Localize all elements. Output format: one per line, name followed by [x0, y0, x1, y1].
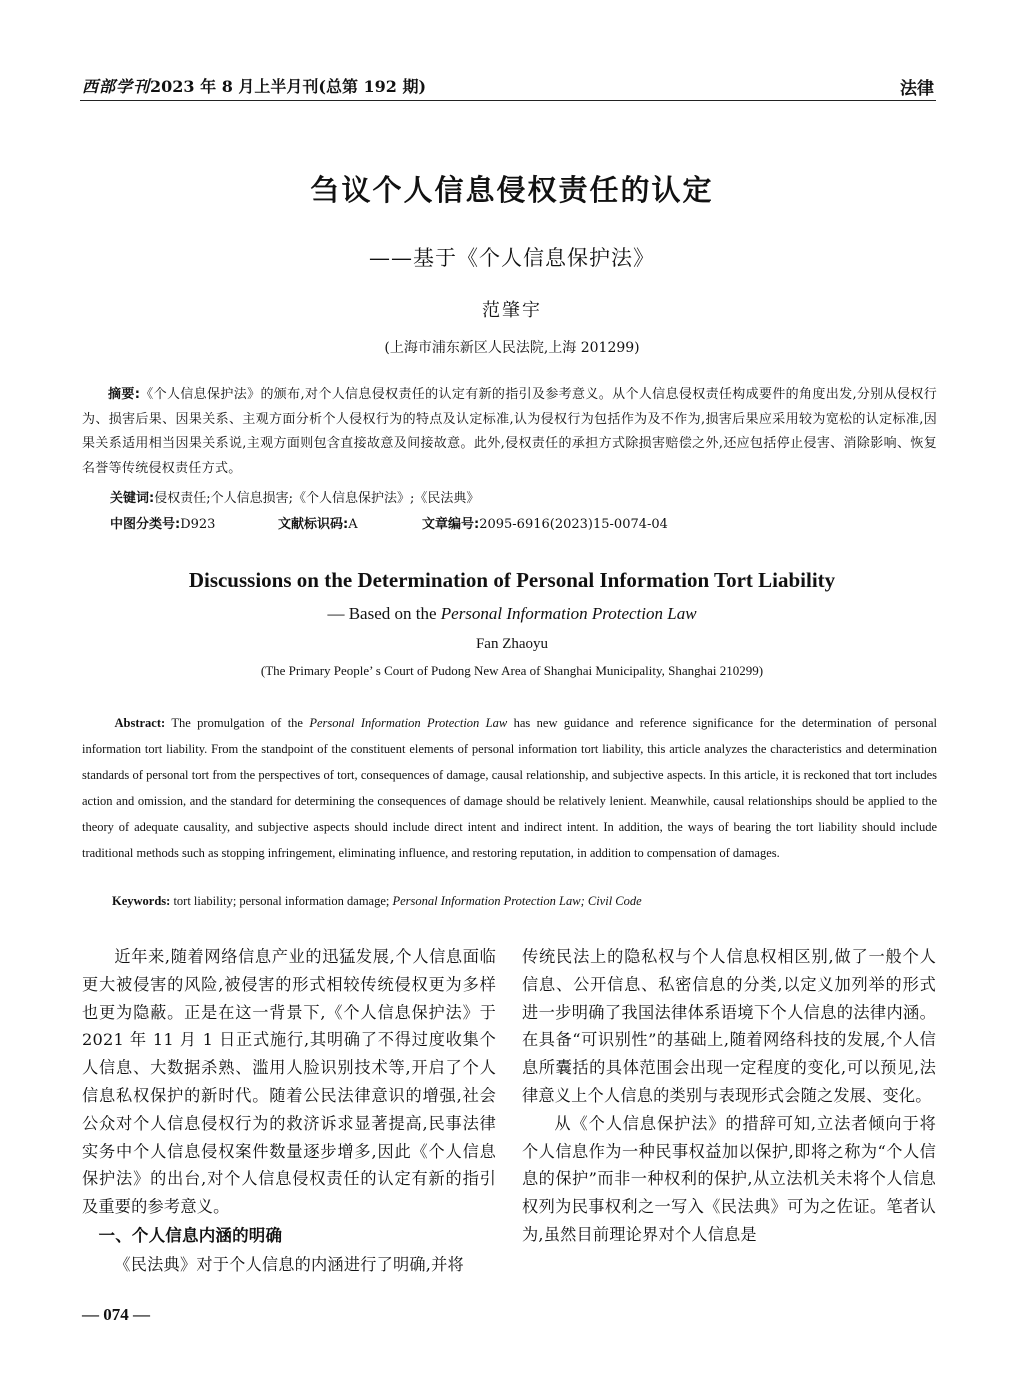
keywords-en-plain: tort liability; personal information damage; [173, 894, 393, 908]
english-title: Discussions on the Determination of Personal Information Tort Liability [188, 568, 836, 592]
abstract-en-pre: The promulgation of the [171, 716, 310, 730]
english-subtitle-prefix: — Based on the [327, 604, 441, 623]
author-name: 范肇宇 [482, 300, 542, 321]
english-affiliation: (The Primary People’ s Court of Pudong New Area of Shanghai Municipality, Shanghai 210299) [260, 663, 764, 678]
keywords-en-italic: Personal Information Protection Law; Civil Code [392, 894, 642, 908]
article-number [422, 513, 668, 532]
doc-value: A [348, 517, 358, 532]
abstract-en-label: Abstract: [114, 716, 166, 730]
abstract-en-law: Personal Information Protection Law [309, 716, 508, 730]
body-paragraph-4: 从《个人信息保护法》的措辞可知,立法者倾向于将个人信息作为一种民事权益加以保护,即将之称为“个人信息的保护”而非一种权利的保护,从立法机关未将个人信息权列为民事权利之一写入《民法典》可为之佐证。笔者认为,虽然目前理论界对个人信息是 [522, 1113, 936, 1244]
clc-label: 中图分类号: [110, 517, 181, 532]
art-value: 2095-6916(2023)15-0074-04 [479, 517, 668, 532]
art-label: 文章编号: [422, 517, 480, 532]
clc-number [110, 513, 278, 532]
section-label: 法律 [900, 79, 934, 99]
issue-info: 2023 年 8 月上半月刊(总第 192 期) [150, 77, 427, 96]
body-column-left [82, 943, 496, 1279]
body-paragraph-1: 近年来,随着网络信息产业的迅猛发展,个人信息面临更大被侵害的风险,被侵害的形式相较传统侵权更为多样也更为隐蔽。正是在这一背景下,《个人信息保护法》于 2021 年 11 月 1 日正式施行,其明确了不得过度收集个人信息、大数据杀熟、滥用人脸识别技术等,开启了个人信息私权保护的新时代。随着公民法律意识的增强,社会公众对个人信息侵权行为的救济诉求显著提高,民事法律实务中个人信息侵权案件数量逐步增多,因此《个人信息保护法》的出台,对个人信息侵权责任的认定有新的指引及重要的参考意义。 [82, 947, 496, 1217]
doc-label: 文献标识码: [278, 517, 349, 532]
header-rule [80, 100, 936, 101]
article-subtitle: ——基于《个人信息保护法》 [369, 246, 655, 270]
body-column-right [522, 943, 936, 1249]
keywords-zh [110, 487, 479, 506]
body-paragraph-2: 《民法典》对于个人信息的内涵进行了明确,并将 [114, 1254, 464, 1274]
english-author: Fan Zhaoyu [475, 636, 549, 652]
abstract-zh-text: 《个人信息保护法》的颁布,对个人信息侵权责任的认定有新的指引及参考意义。从个人信息侵权责任构成要件的角度出发,分别从侵权行为、损害后果、因果关系、主观方面分析个人侵权行为的特点及认定标准,认为侵权行为包括作为及不作为,损害后果应采用较为宽松的认定标准,因果关系适用相当因果关系说,主观方面则包含直接故意及间接故意。此外,侵权责任的承担方式除损害赔偿之外,还应包括停止侵害、消除影响、恢复名誉等传统侵权责任方式。 [82, 387, 937, 476]
keywords-en [112, 894, 642, 909]
keywords-en-label: Keywords: [112, 894, 171, 908]
abstract-zh-label: 摘要: [108, 387, 141, 402]
keywords-zh-text: 侵权责任;个人信息损害;《个人信息保护法》;《民法典》 [154, 491, 480, 506]
english-subtitle [0, 604, 1024, 624]
body-paragraph-3: 传统民法上的隐私权与个人信息权相区别,做了一般个人信息、公开信息、私密信息的分类,以定义加列举的形式进一步明确了我国法律体系语境下个人信息的法律内涵。在具备“可识别性”的基础上,随着网络科技的发展,个人信息所囊括的具体范围会出现一定程度的变化,可以预见,法律意义上个人信息的类别与表现形式会随之发展、变化。 [522, 947, 936, 1105]
journal-logo: 西部学刊 [82, 77, 151, 96]
abstract-en [82, 710, 937, 866]
abstract-en-post: has new guidance and reference significance for the determination of personal information tort liability. From the standpoint of the constituent elements of personal information tort liability, this article analyzes the characteristics and determination standards of personal tort from the perspectives of tort, consequences of damage, causal relationship, and subjective aspects. In this article, it is reckoned that tort includes action and omission, and the standard for determining the consequences of damage should be relatively lenient. Meanwhile, causal relationships should be applied to the theory of adequate causality, and subjective aspects should include direct intent and indirect intent. In addition, the ways of bearing the tort liability should include traditional methods such as stopping infringement, eliminating influence, and restoring reputation, in addition to compensation of damages. [82, 716, 938, 860]
article-title: 刍议个人信息侵权责任的认定 [310, 173, 714, 207]
classification-row [110, 513, 810, 532]
english-subtitle-law: Personal Information Protection Law [440, 604, 697, 623]
author-affiliation: (上海市浦东新区人民法院,上海 201299) [384, 340, 640, 356]
clc-value: D923 [180, 517, 216, 532]
page-number: — 074 — [82, 1305, 150, 1324]
section-heading-1: 一、个人信息内涵的明确 [98, 1225, 283, 1245]
abstract-zh [82, 383, 937, 481]
doc-code [278, 513, 422, 532]
keywords-zh-label: 关键词: [110, 491, 155, 506]
journal-header [82, 74, 426, 97]
